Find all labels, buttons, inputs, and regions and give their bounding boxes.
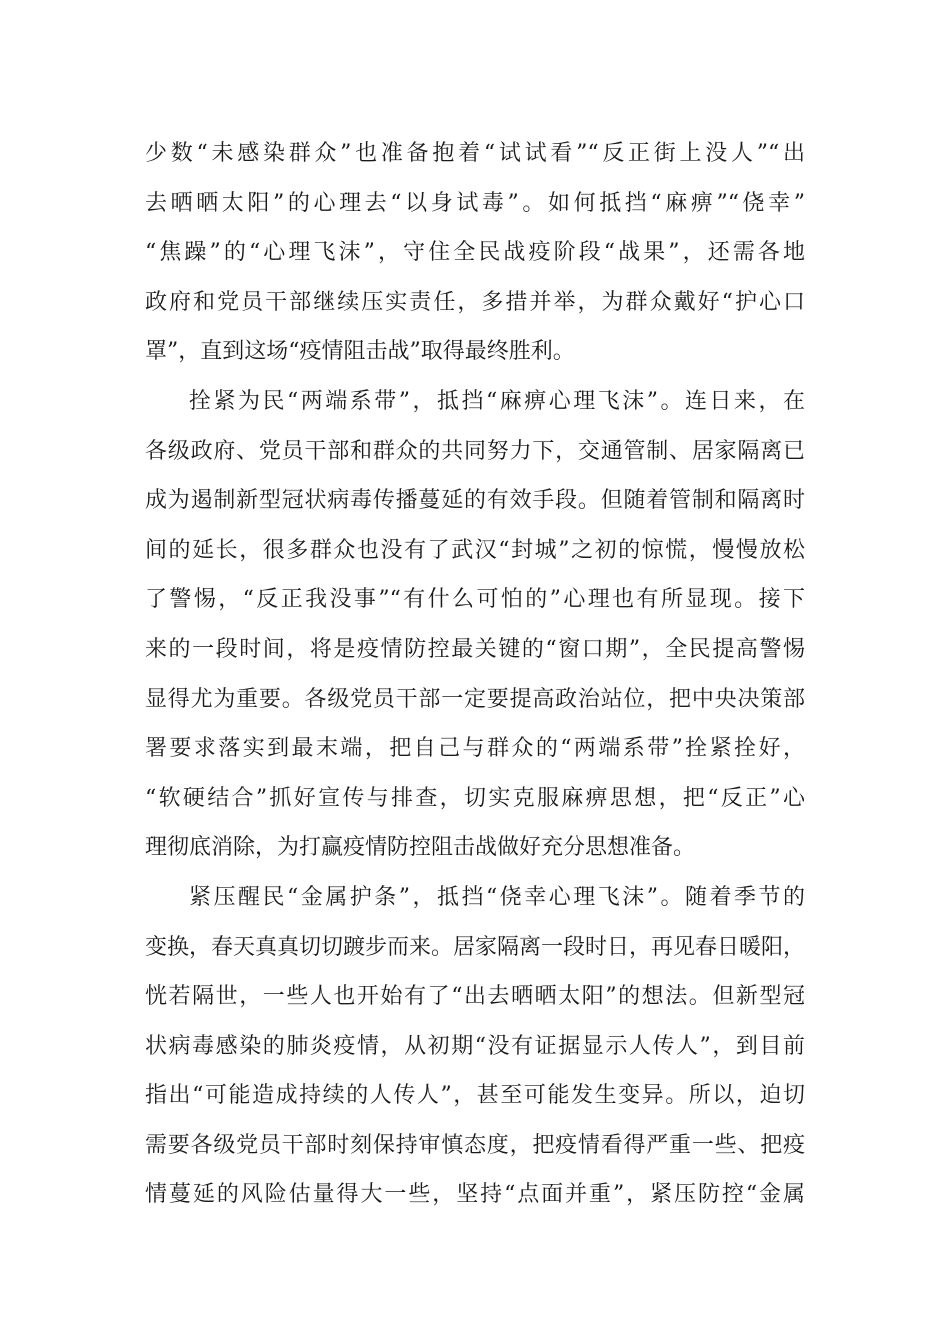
text-line: 需要各级党员干部时刻保持审慎态度，把疫情看得严重一些、把疫 [145, 1132, 805, 1158]
text-line: 情蔓延的风险估量得大一些，坚持“点面并重”，紧压防控“金属 [145, 1182, 805, 1208]
text-line: 罩”，直到这场“疫情阻击战”取得最终胜利。 [145, 339, 575, 365]
text-line: 状病毒感染的肺炎疫情，从初期“没有证据显示人传人”，到目前 [145, 1033, 805, 1059]
text-line: 紧压醒民“金属护条”，抵挡“侥幸心理飞沫”。随着季节的 [189, 884, 805, 910]
text-line: 变换，春天真真切切踱步而来。居家隔离一段时日，再见春日暖阳， [145, 934, 806, 960]
text-line: 来的一段时间，将是疫情防控最关键的“窗口期”，全民提高警惕 [145, 636, 805, 662]
text-line: 理彻底消除，为打赢疫情防控阻击战做好充分思想准备。 [145, 835, 696, 861]
body-text [145, 129, 805, 1220]
text-line: 恍若隔世，一些人也开始有了“出去晒晒太阳”的想法。但新型冠 [145, 984, 805, 1010]
text-line: 署要求落实到最末端，把自己与群众的“两端系带”拴紧拴好， [145, 736, 805, 762]
text-line: 显得尤为重要。各级党员干部一定要提高政治站位，把中央决策部 [145, 686, 805, 712]
text-line: 间的延长，很多群众也没有了武汉“封城”之初的惊慌，慢慢放松 [145, 537, 805, 563]
text-line: 少数“未感染群众”也准备抱着“试试看”“反正街上没人”“出 [145, 141, 805, 166]
paragraph [145, 873, 805, 1220]
text-line: 指出“可能造成持续的人传人”，甚至可能发生变异。所以，迫切 [145, 1083, 805, 1109]
text-line: 成为遏制新型冠状病毒传播蔓延的有效手段。但随着管制和隔离时 [145, 488, 805, 514]
text-line: 去晒晒太阳”的心理去“以身试毒”。如何抵挡“麻痹”“侥幸” [145, 190, 805, 216]
text-line: “焦躁”的“心理飞沫”，守住全民战疫阶段“战果”，还需各地 [145, 240, 805, 266]
text-line: “软硬结合”抓好宣传与排查，切实克服麻痹思想，把“反正”心 [145, 785, 805, 811]
text-line: 政府和党员干部继续压实责任，多措并举，为群众戴好“护心口 [145, 289, 805, 315]
paragraph [145, 129, 805, 377]
text-line: 各级政府、党员干部和群众的共同努力下，交通管制、居家隔离已 [145, 438, 805, 464]
text-line: 了警惕，“反正我没事”“有什么可怕的”心理也有所显现。接下 [145, 587, 805, 613]
paragraph [145, 377, 805, 873]
text-line: 拴紧为民“两端系带”，抵挡“麻痹心理飞沫”。连日来，在 [189, 388, 805, 414]
